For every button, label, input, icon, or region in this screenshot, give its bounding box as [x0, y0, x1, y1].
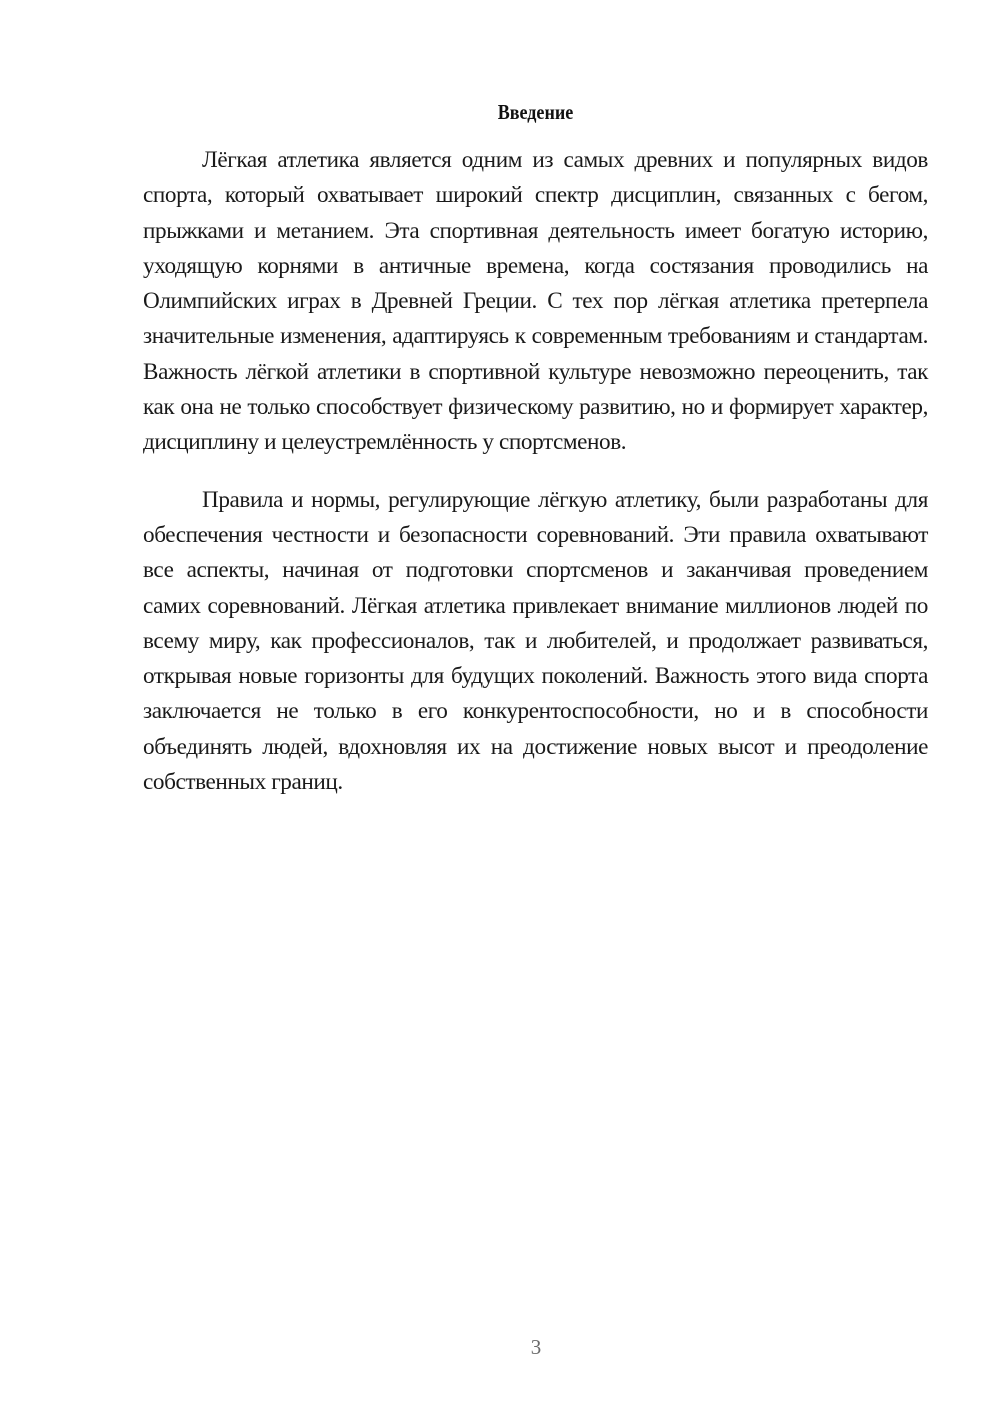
paragraph-1: Лёгкая атлетика является одним из самых древних и популярных видов спорта, который охватывает широкий спектр дисциплин, связанных с бегом, прыжками и метанием. Эта спортивная деятельность имеет богатую историю, уходящую корнями в античные времена, когда состязания проводились на Олимпийских играх в Древней Греции. С тех пор лёгкая атлетика претерпела значительные изменения, адаптируясь к современным требованиям и стандартам. Важность лёгкой атлетики в спортивной культуре невозможно переоценить, так как она не только способствует физическому развитию, но и формирует характер, дисциплину и целеустремлённость у спортсменов.: [143, 147, 928, 456]
paragraph-2: Правила и нормы, регулирующие лёгкую атлетику, были разработаны для обеспечения честности и безопасности соревнований. Эти правила охватывают все аспекты, начиная от подготовки спортсменов и заканчивая проведением самих соревнований. Лёгкая атлетика привлекает внимание миллионов людей по всему миру, как профессионалов, так и любителей, и продолжает развиваться, открывая новые горизонты для будущих поколений. Важность этого вида спорта заключается не только в его конкурентоспособности, но и в способности объединять людей, вдохновляя их на достижение новых высот и преодоление собственных границ.: [143, 486, 928, 796]
page-number: 3: [530, 1335, 542, 1359]
section-heading: Введение: [497, 100, 574, 124]
body-text: [143, 143, 928, 822]
